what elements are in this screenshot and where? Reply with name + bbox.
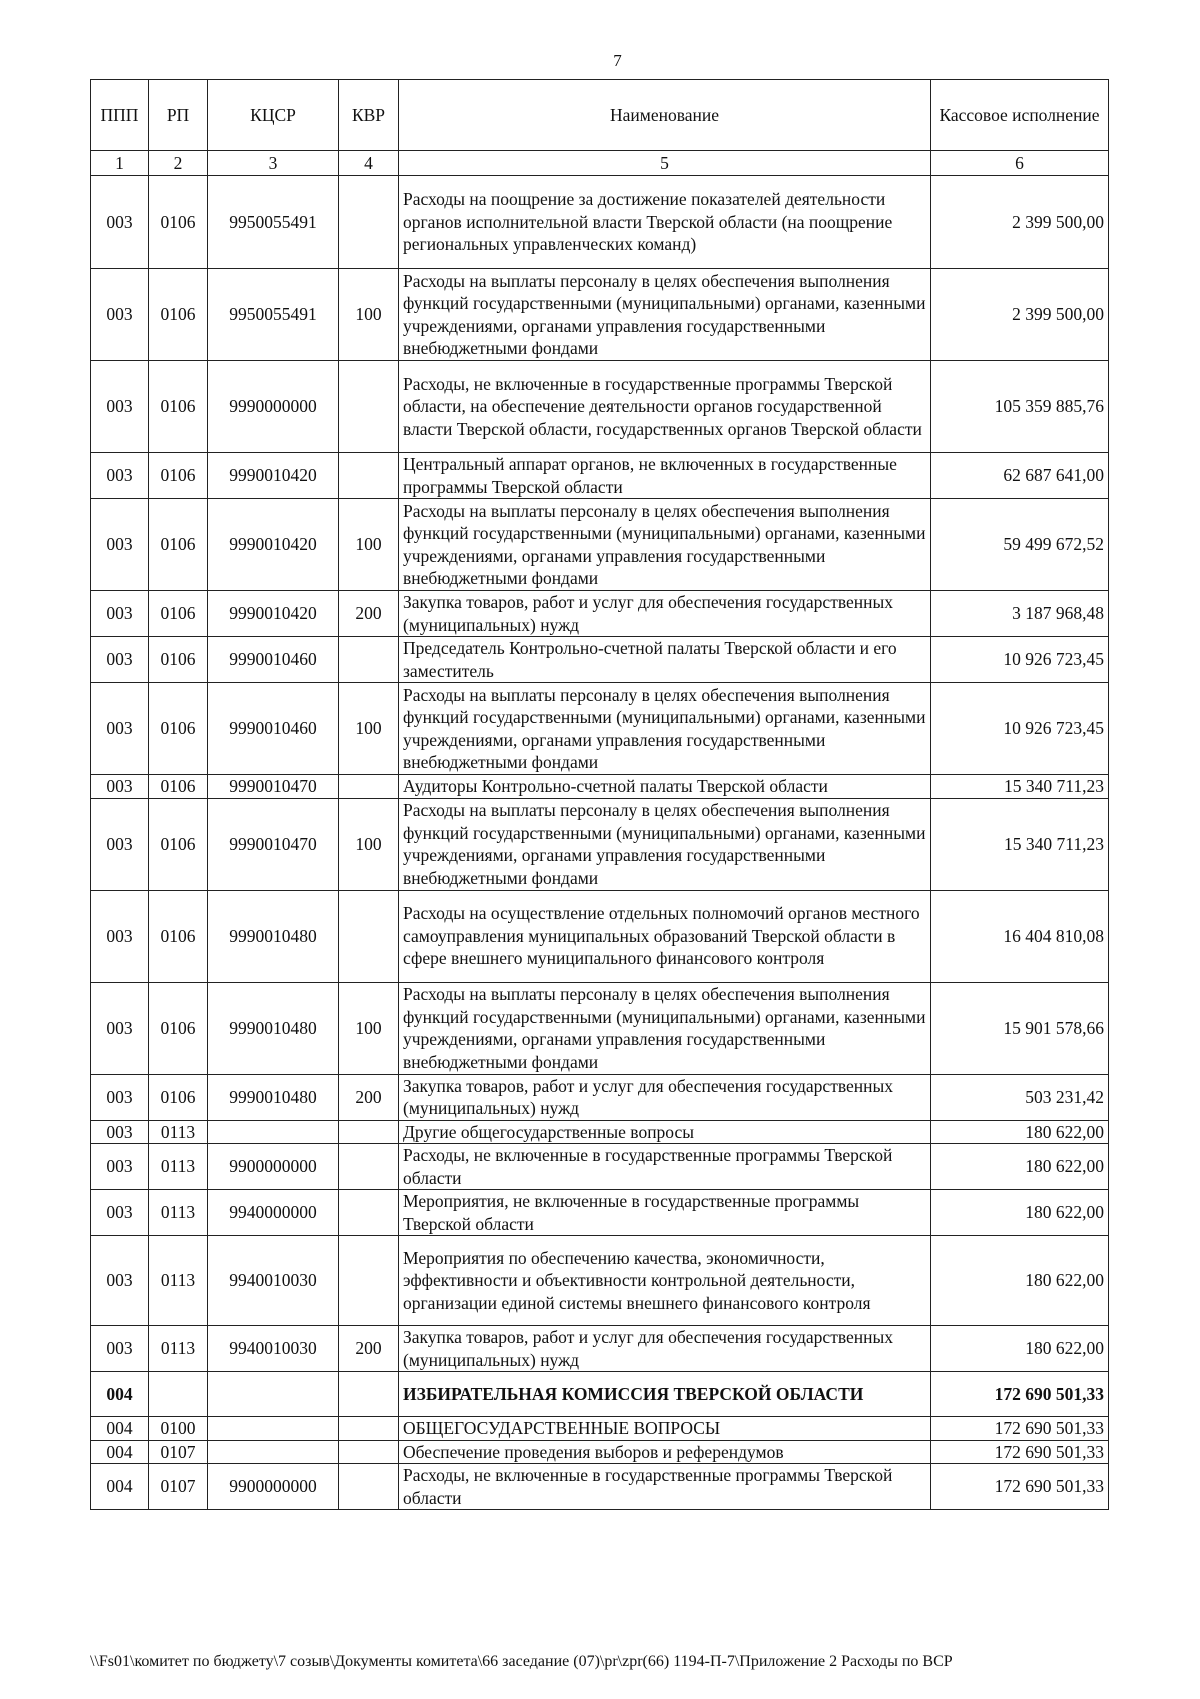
cell-rp: 0113 xyxy=(149,1326,208,1372)
cell-rp: 0113 xyxy=(149,1236,208,1326)
cell-kcsr: 9900000000 xyxy=(208,1464,339,1510)
cell-ppp: 003 xyxy=(91,591,149,637)
table-body xyxy=(91,176,1109,1510)
cell-kcsr xyxy=(208,1120,339,1144)
cell-kcsr xyxy=(208,1417,339,1441)
cell-rp: 0107 xyxy=(149,1440,208,1464)
cell-rp: 0100 xyxy=(149,1417,208,1441)
cell-kcsr: 9990010470 xyxy=(208,775,339,799)
cell-kcsr: 9990010420 xyxy=(208,499,339,591)
cell-rp: 0113 xyxy=(149,1120,208,1144)
cell-name: Обеспечение проведения выборов и референдумов xyxy=(399,1440,931,1464)
cell-kcsr: 9990010480 xyxy=(208,890,339,982)
cell-name: Расходы на выплаты персоналу в целях обеспечения выполнения функций государственными (муниципальными) органами, казенными учреждениями, органами управления государственными внебюджетными фондами xyxy=(399,683,931,775)
column-number: 1 xyxy=(91,151,149,176)
cell-kcsr xyxy=(208,1372,339,1417)
header-name: Наименование xyxy=(399,80,931,151)
cell-rp: 0106 xyxy=(149,890,208,982)
cell-ppp: 003 xyxy=(91,1120,149,1144)
cell-name: Расходы на осуществление отдельных полномочий органов местного самоуправления муниципальных образований Тверской области в сфере внешнего муниципального финансового контроля xyxy=(399,890,931,982)
cell-kcsr: 9940000000 xyxy=(208,1190,339,1236)
cell-rp: 0113 xyxy=(149,1144,208,1190)
cell-rp: 0106 xyxy=(149,361,208,453)
cell-kvr xyxy=(339,637,399,683)
table-row xyxy=(91,982,1109,1074)
cell-name: Мероприятия по обеспечению качества, экономичности, эффективности и объективности контрольной деятельности, организации единой системы внешнего финансового контроля xyxy=(399,1236,931,1326)
cell-kvr: 200 xyxy=(339,1074,399,1120)
column-number: 5 xyxy=(399,151,931,176)
budget-table xyxy=(90,79,1109,1510)
cell-ppp: 003 xyxy=(91,176,149,269)
table-row xyxy=(91,798,1109,890)
cell-amount: 172 690 501,33 xyxy=(931,1464,1109,1510)
table-row xyxy=(91,1190,1109,1236)
table-row xyxy=(91,499,1109,591)
cell-ppp: 003 xyxy=(91,1326,149,1372)
cell-rp: 0106 xyxy=(149,1074,208,1120)
cell-amount: 10 926 723,45 xyxy=(931,637,1109,683)
cell-kcsr: 9950055491 xyxy=(208,176,339,269)
table-row xyxy=(91,1144,1109,1190)
cell-kcsr: 9990010470 xyxy=(208,798,339,890)
cell-rp: 0106 xyxy=(149,176,208,269)
table-row xyxy=(91,176,1109,269)
cell-kcsr: 9990010480 xyxy=(208,982,339,1074)
cell-kcsr: 9940010030 xyxy=(208,1236,339,1326)
cell-ppp: 003 xyxy=(91,890,149,982)
column-number: 4 xyxy=(339,151,399,176)
cell-kvr: 100 xyxy=(339,982,399,1074)
header-rp: РП xyxy=(149,80,208,151)
cell-kvr: 100 xyxy=(339,269,399,361)
cell-kvr: 100 xyxy=(339,798,399,890)
cell-kvr xyxy=(339,1372,399,1417)
cell-ppp: 003 xyxy=(91,1074,149,1120)
cell-amount: 180 622,00 xyxy=(931,1236,1109,1326)
column-number-row xyxy=(91,151,1109,176)
cell-kvr: 100 xyxy=(339,499,399,591)
cell-amount: 172 690 501,33 xyxy=(931,1372,1109,1417)
cell-name: Расходы на выплаты персоналу в целях обеспечения выполнения функций государственными (муниципальными) органами, казенными учреждениями, органами управления государственными внебюджетными фондами xyxy=(399,798,931,890)
cell-ppp: 003 xyxy=(91,453,149,499)
cell-amount: 180 622,00 xyxy=(931,1120,1109,1144)
cell-rp: 0106 xyxy=(149,453,208,499)
cell-name: Центральный аппарат органов, не включенных в государственные программы Тверской области xyxy=(399,453,931,499)
cell-name: Другие общегосударственные вопросы xyxy=(399,1120,931,1144)
cell-name: Расходы на выплаты персоналу в целях обеспечения выполнения функций государственными (муниципальными) органами, казенными учреждениями, органами управления государственными внебюджетными фондами xyxy=(399,499,931,591)
column-number: 6 xyxy=(931,151,1109,176)
cell-kvr xyxy=(339,453,399,499)
cell-rp: 0106 xyxy=(149,269,208,361)
cell-kvr xyxy=(339,1236,399,1326)
cell-name: Председатель Контрольно-счетной палаты Тверской области и его заместитель xyxy=(399,637,931,683)
cell-rp: 0106 xyxy=(149,683,208,775)
cell-kcsr: 9990010420 xyxy=(208,591,339,637)
cell-amount: 180 622,00 xyxy=(931,1144,1109,1190)
cell-kvr: 200 xyxy=(339,1326,399,1372)
cell-name: Закупка товаров, работ и услуг для обеспечения государственных (муниципальных) нужд xyxy=(399,591,931,637)
cell-rp: 0106 xyxy=(149,798,208,890)
cell-ppp: 003 xyxy=(91,1236,149,1326)
header-ppp: ППП xyxy=(91,80,149,151)
header-amount: Кассовое исполнение xyxy=(931,80,1109,151)
cell-amount: 10 926 723,45 xyxy=(931,683,1109,775)
table-row xyxy=(91,1417,1109,1441)
cell-amount: 105 359 885,76 xyxy=(931,361,1109,453)
cell-ppp: 003 xyxy=(91,683,149,775)
cell-kvr xyxy=(339,1190,399,1236)
cell-kcsr: 9990010480 xyxy=(208,1074,339,1120)
cell-amount: 15 340 711,23 xyxy=(931,775,1109,799)
cell-name: Расходы, не включенные в государственные программы Тверской области, на обеспечение деятельности органов государственной власти Тверской области, государственных органов Тверской области xyxy=(399,361,931,453)
cell-ppp: 003 xyxy=(91,269,149,361)
cell-amount: 180 622,00 xyxy=(931,1326,1109,1372)
cell-kvr xyxy=(339,1440,399,1464)
cell-kvr xyxy=(339,890,399,982)
footer-file-path: \\Fs01\комитет по бюджету\7 созыв\Документы комитета\66 заседание (07)\pr\zpr(66) 1194-П-7\Приложение 2 Расходы по ВСР xyxy=(90,1653,953,1670)
table-row xyxy=(91,1236,1109,1326)
cell-kvr xyxy=(339,361,399,453)
cell-ppp: 003 xyxy=(91,1190,149,1236)
cell-kvr xyxy=(339,1120,399,1144)
cell-name: Закупка товаров, работ и услуг для обеспечения государственных (муниципальных) нужд xyxy=(399,1074,931,1120)
cell-rp: 0106 xyxy=(149,591,208,637)
cell-rp: 0106 xyxy=(149,982,208,1074)
cell-name: Расходы, не включенные в государственные программы Тверской области xyxy=(399,1464,931,1510)
cell-ppp: 003 xyxy=(91,361,149,453)
cell-kvr xyxy=(339,1417,399,1441)
cell-ppp: 003 xyxy=(91,982,149,1074)
cell-rp: 0106 xyxy=(149,775,208,799)
cell-kcsr: 9990010460 xyxy=(208,637,339,683)
cell-ppp: 003 xyxy=(91,637,149,683)
cell-kvr: 100 xyxy=(339,683,399,775)
cell-ppp: 003 xyxy=(91,798,149,890)
cell-kcsr xyxy=(208,1440,339,1464)
cell-amount: 15 340 711,23 xyxy=(931,798,1109,890)
table-row xyxy=(91,1120,1109,1144)
cell-amount: 180 622,00 xyxy=(931,1190,1109,1236)
table-row xyxy=(91,269,1109,361)
table-row xyxy=(91,361,1109,453)
cell-amount: 16 404 810,08 xyxy=(931,890,1109,982)
cell-kvr xyxy=(339,1144,399,1190)
table-row xyxy=(91,1464,1109,1510)
cell-ppp: 004 xyxy=(91,1417,149,1441)
cell-name: Расходы, не включенные в государственные программы Тверской области xyxy=(399,1144,931,1190)
cell-kvr xyxy=(339,775,399,799)
table-row xyxy=(91,775,1109,799)
cell-ppp: 004 xyxy=(91,1440,149,1464)
cell-ppp: 003 xyxy=(91,1144,149,1190)
cell-kcsr: 9990010460 xyxy=(208,683,339,775)
cell-amount: 15 901 578,66 xyxy=(931,982,1109,1074)
table-row xyxy=(91,890,1109,982)
cell-kcsr: 9990000000 xyxy=(208,361,339,453)
cell-rp: 0107 xyxy=(149,1464,208,1510)
cell-name: ИЗБИРАТЕЛЬНАЯ КОМИССИЯ ТВЕРСКОЙ ОБЛАСТИ xyxy=(399,1372,931,1417)
cell-name: Расходы на выплаты персоналу в целях обеспечения выполнения функций государственными (муниципальными) органами, казенными учреждениями, органами управления государственными внебюджетными фондами xyxy=(399,269,931,361)
cell-amount: 2 399 500,00 xyxy=(931,269,1109,361)
cell-amount: 59 499 672,52 xyxy=(931,499,1109,591)
cell-name: Закупка товаров, работ и услуг для обеспечения государственных (муниципальных) нужд xyxy=(399,1326,931,1372)
table-row xyxy=(91,1440,1109,1464)
cell-kvr xyxy=(339,176,399,269)
table-header-row xyxy=(91,80,1109,151)
cell-kcsr: 9900000000 xyxy=(208,1144,339,1190)
cell-kcsr: 9950055491 xyxy=(208,269,339,361)
cell-amount: 2 399 500,00 xyxy=(931,176,1109,269)
cell-rp: 0106 xyxy=(149,499,208,591)
cell-amount: 172 690 501,33 xyxy=(931,1440,1109,1464)
cell-name: ОБЩЕГОСУДАРСТВЕННЫЕ ВОПРОСЫ xyxy=(399,1417,931,1441)
cell-ppp: 003 xyxy=(91,775,149,799)
cell-kvr xyxy=(339,1464,399,1510)
cell-name: Расходы на поощрение за достижение показателей деятельности органов исполнительной власти Тверской области (на поощрение региональных управленческих команд) xyxy=(399,176,931,269)
table-row xyxy=(91,1326,1109,1372)
cell-rp: 0106 xyxy=(149,637,208,683)
table-row xyxy=(91,683,1109,775)
cell-kcsr: 9940010030 xyxy=(208,1326,339,1372)
header-kcsr: КЦСР xyxy=(208,80,339,151)
table-row xyxy=(91,453,1109,499)
cell-amount: 3 187 968,48 xyxy=(931,591,1109,637)
column-number: 2 xyxy=(149,151,208,176)
cell-name: Аудиторы Контрольно-счетной палаты Тверской области xyxy=(399,775,931,799)
cell-amount: 503 231,42 xyxy=(931,1074,1109,1120)
cell-kvr: 200 xyxy=(339,591,399,637)
cell-ppp: 004 xyxy=(91,1464,149,1510)
header-kvr: КВР xyxy=(339,80,399,151)
table-row xyxy=(91,1372,1109,1417)
table-row xyxy=(91,1074,1109,1120)
cell-kcsr: 9990010420 xyxy=(208,453,339,499)
table-row xyxy=(91,591,1109,637)
cell-amount: 172 690 501,33 xyxy=(931,1417,1109,1441)
cell-ppp: 003 xyxy=(91,499,149,591)
column-number: 3 xyxy=(208,151,339,176)
cell-name: Мероприятия, не включенные в государственные программы Тверской области xyxy=(399,1190,931,1236)
table-row xyxy=(91,637,1109,683)
cell-ppp: 004 xyxy=(91,1372,149,1417)
cell-rp xyxy=(149,1372,208,1417)
cell-amount: 62 687 641,00 xyxy=(931,453,1109,499)
page-number: 7 xyxy=(613,51,622,70)
cell-name: Расходы на выплаты персоналу в целях обеспечения выполнения функций государственными (муниципальными) органами, казенными учреждениями, органами управления государственными внебюджетными фондами xyxy=(399,982,931,1074)
cell-rp: 0113 xyxy=(149,1190,208,1236)
